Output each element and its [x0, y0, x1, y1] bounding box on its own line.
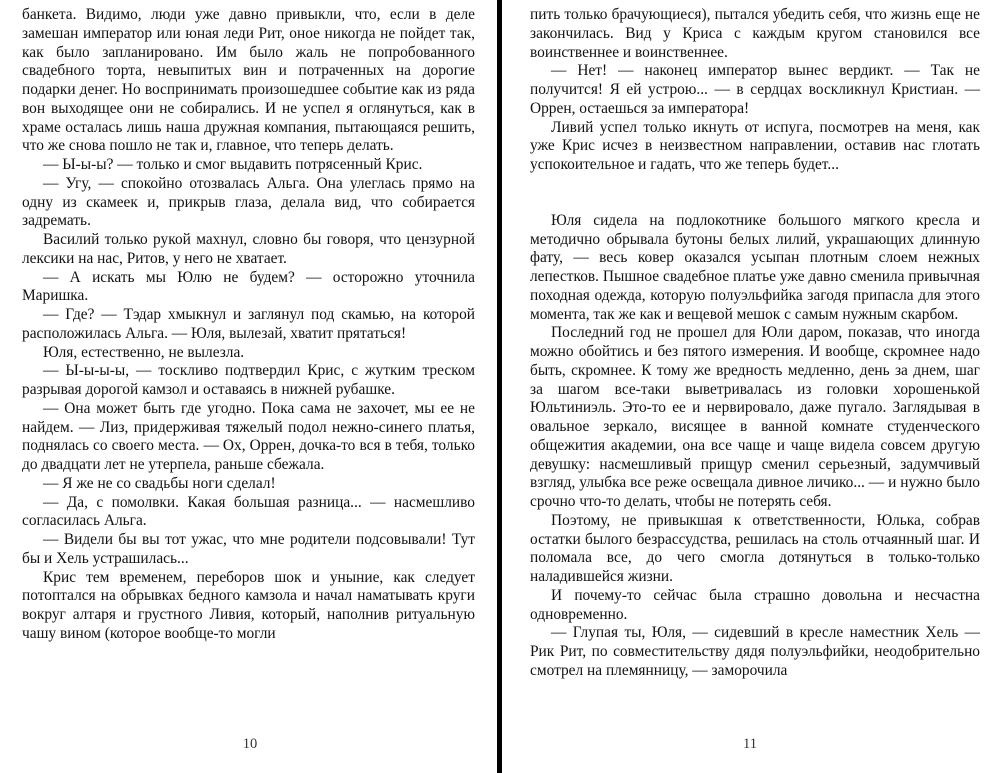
- paragraph: — Я же не со свадьбы ноги сделал!: [43, 474, 276, 492]
- paragraph: И почему-то сейчас была страшно довольна и несчастна одновременно.: [530, 586, 980, 623]
- paragraph: — Угу, — спокойно отозвалась Альга. Она улеглась прямо на одну из скамеек и, прикрыв глаза, делала вид, что собирается задремать.: [22, 174, 475, 230]
- paragraph: — Ы-ы-ы-ы, — тоскливо подтвердил Крис, с жутким треском разрывая дорогой камзол и оставаясь в нижней рубашке.: [22, 362, 475, 398]
- paragraph: банкета. Видимо, люди уже давно привыкли, что, если в деле замешан император или юная леди Рит, оное никогда не пойдет так, как было запланировано. Им было жаль не попробованного свадебного торта, невыпитых вин и потраченных на дорогие подарки денег. Но воспринимать произошедшее событие как из ряда вон выходящее они не собирались. И не успел я оглянуться, как в храме осталась лишь наша дружная компания, пытающаяся решить, что же снова пошло не так и, главное, что теперь делать.: [22, 6, 475, 155]
- paragraph: — Она может быть где угодно. Пока сама не захочет, мы ее не найдем. — Лиз, придерживая тяжелый подол нежно-синего платья, поднялась со своего места. — Ох, Оррен, дочка-то вся в тебя, только до двадцати лет не утерпела, раньше сбежала.: [22, 399, 475, 473]
- paragraph: — Глупая ты, Юля, — сидевший в кресле наместник Хель — Рик Рит, по совместительству дядя полуэльфийки, неодобрительно смотрел на племянницу, — заморочила: [530, 624, 980, 679]
- paragraph: — Нет! — наконец император вынес вердикт. — Так не получится! Я ей устрою... — в сердцах воскликнул Кристиан. — Оррен, остаешься за императора!: [530, 62, 980, 117]
- page-number-left: 10: [242, 736, 258, 752]
- paragraph: — Где? — Тэдар хмыкнул и заглянул под скамью, на которой расположилась Альга. — Юля, вылезай, хватит прятаться!: [22, 306, 475, 342]
- paragraph: Поэтому, не привыкшая к ответственности, Юлька, собрав остатки былого безрассудства, решилась на столь отчаянный шаг. И поломала все, до чего смогла дотянуться в только-только наладившейся жизни.: [530, 511, 980, 585]
- paragraph: — Да, с помолвки. Какая большая разница... — насмешливо согласилась Альга.: [22, 493, 475, 530]
- right-page-text: [530, 6, 980, 681]
- paragraph: — Ы-ы-ы? — только и смог выдавить потрясенный Крис.: [43, 156, 423, 173]
- paragraph: Ливий успел только икнуть от испуга, посмотрев на меня, как уже Крис исчез в неизвестном направлении, оставив нас глотать успокоительное и гадать, что же теперь будет...: [530, 118, 980, 173]
- paragraph: — Видели бы вы тот ужас, что мне родители подсовывали! Тут бы и Хель устрашилась...: [22, 531, 475, 567]
- paragraph: — А искать мы Юлю не будем? — осторожно уточнила Маришка.: [22, 268, 475, 305]
- page-number-right: 11: [743, 736, 757, 752]
- paragraph: Юля сидела на подлокотнике большого мягкого кресла и методично обрывала бутоны белых лилий, украшающих длинную фату, — весь ковер оказался усыпан плотным слоем нежных лепестков. Пышное свадебное платье уже давно сменила привычная походная одежда, которую полуэльфийка загодя припасла для этого момента, так же как и вещевой мешок с самым нужным скарбом.: [530, 211, 980, 323]
- left-page-text: [22, 6, 475, 644]
- paragraph: Юля, естественно, не вылезла.: [43, 343, 245, 361]
- paragraph: пить только брачующиеся), пытался убедить себя, что жизнь еще не закончилась. Вид у Криса с каждым кругом становился все воинственнее и воинственнее.: [530, 6, 980, 61]
- paragraph: Крис тем временем, переборов шок и уныние, как следует потоптался на обрывках бедного камзола и начал наматывать круги вокруг алтаря и грустного Ливия, который, наполнив ритуальную чашу вином (которое вообще-то могли: [22, 568, 475, 642]
- paragraph: Последний год не прошел для Юли даром, показав, что иногда можно обойтись и без пятого измерения. И вообще, скромнее надо быть, скромнее. К тому же вредность медленно, день за днем, шаг за шагом все-таки выветривалась из головки хорошенькой Юльтиниэль. Это-то ее и нервировало, даже пугало. Заглядывая в овальное зеркало, висящее в ванной комнате студенческого общежития академии, она все чаще и чаще видела совсем другую девушку: насмешливый прищур сменил серьезный, задумчивый взгляд, улыбка все реже освещала дивное личико... — и нужно было срочно что-то делать, чтобы не потерять себя.: [530, 324, 980, 510]
- paragraph: Василий только рукой махнул, словно бы говоря, что цензурной лексики на нас, Ритов, у него не хватает.: [22, 231, 475, 267]
- right-page: [500, 0, 1000, 773]
